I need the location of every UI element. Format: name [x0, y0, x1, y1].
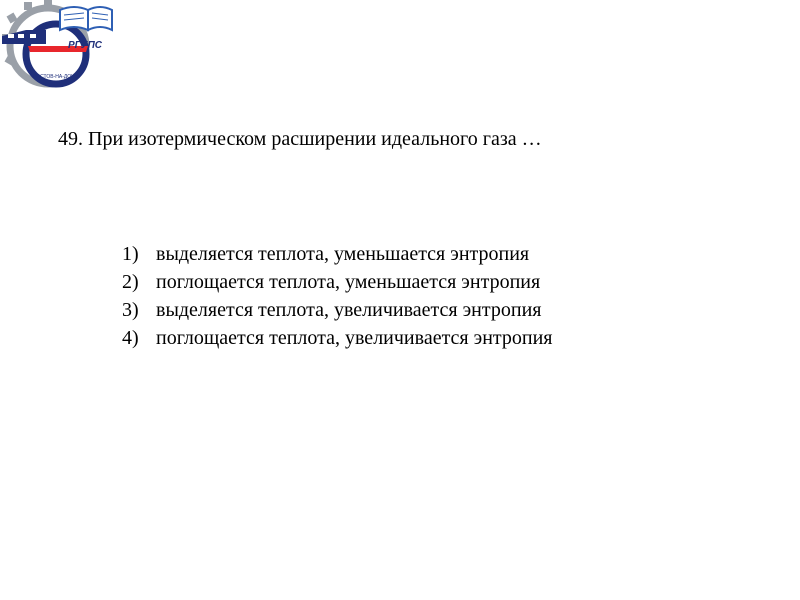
university-logo: [0, 0, 116, 90]
answer-text: выделяется теплота, увеличивается энтропия: [156, 299, 542, 321]
answer-text: выделяется теплота, уменьшается энтропия: [156, 243, 530, 265]
logo-emblem-icon: [0, 0, 116, 90]
logo-wordmark: РГУПС: [68, 40, 102, 51]
answer-number: 3): [122, 299, 139, 321]
answer-text: поглощается теплота, увеличивается энтропия: [156, 327, 553, 349]
answer-option: [122, 240, 553, 268]
answer-option: [122, 268, 553, 296]
answer-list: [122, 240, 553, 352]
logo-city-text: РОСТОВ-НА-ДОНУ: [33, 74, 78, 80]
answer-text: поглощается теплота, уменьшается энтропия: [156, 271, 541, 293]
answer-number: 4): [122, 327, 139, 349]
answer-option: [122, 296, 553, 324]
answer-number: 1): [122, 243, 139, 265]
question-text: 49. При изотермическом расширении идеального газа …: [58, 128, 542, 150]
answer-option: [122, 324, 553, 352]
answer-number: 2): [122, 271, 139, 293]
